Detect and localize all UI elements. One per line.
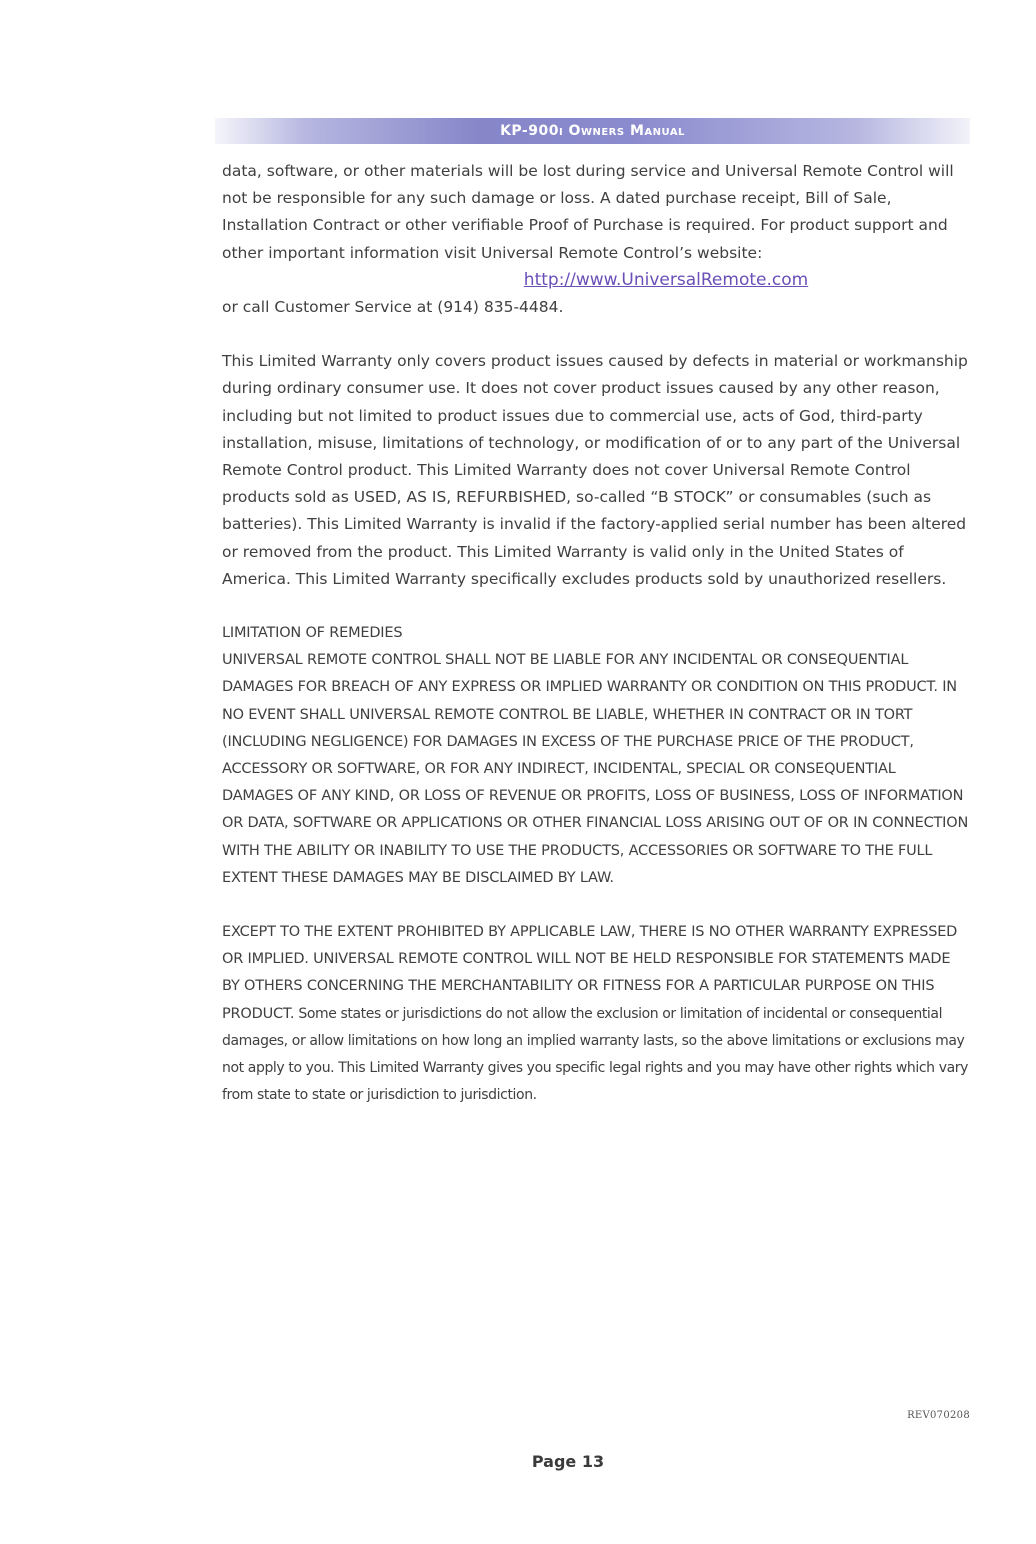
header-title: KP-900i Owners Manual (500, 123, 685, 139)
spacer (222, 321, 970, 348)
remedies-text: UNIVERSAL REMOTE CONTROL SHALL NOT BE LIABLE FOR ANY INCIDENTAL OR CONSEQUENTIAL DAMAGES FOR BREACH OF ANY EXPRESS OR IMPLIED WARRANTY OR CONDITION ON THIS PRODUCT. IN NO EVENT SHALL UNIVERSAL REMOTE CONTROL BE LIABLE, WHETHER IN CONTRACT OR IN TORT (INCLUDING NEGLIGENCE) FOR DAMAGES IN EXCESS OF THE PURCHASE PRICE OF THE PRODUCT, ACCESSORY OR SOFTWARE, OR FOR ANY INDIRECT, INCIDENTAL, SPECIAL OR CONSEQUENTIAL DAMAGES OF ANY KIND, OR LOSS OF REVENUE OR PROFITS, LOSS OF BUSINESS, LOSS OF INFORMATION OR DATA, SOFTWARE OR APPLICATIONS OR OTHER FINANCIAL LOSS ARISING OUT OF OR IN CONNECTION WITH THE ABILITY OR INABILITY TO USE THE PRODUCTS, ACCESSORIES OR SOFTWARE TO THE FULL EXTENT THESE DAMAGES MAY BE DISCLAIMED BY LAW. (222, 652, 969, 886)
spacer (222, 593, 970, 620)
page-number: Page 13 (531, 1452, 605, 1471)
paragraph-limited-warranty: This Limited Warranty only covers product issues caused by defects in material or workmanship during ordinary consumer use. It does not cover product issues caused by any other reason, including but not limited to product issues due to commercial use, acts of God, third-party installation, misuse, limitations of technology, or modification of or to any part of the Universal Remote Control product. This Limited Warranty does not cover Universal Remote Control products sold as USED, AS IS, REFURBISHED, so-called “B STOCK” or consumables (such as batteries). This Limited Warranty is invalid if the factory-applied serial number has been altered or removed from the product. This Limited Warranty is valid only in the United States of America. This Limited Warranty specifically excludes products sold by unauthorized resellers. (222, 352, 968, 588)
page-content (222, 158, 970, 1110)
website-link[interactable]: http://www.UniversalRemote.com (523, 269, 809, 290)
paragraph-customer-service: or call Customer Service at (914) 835-4484. (222, 298, 564, 317)
revision-code: REV070208 (907, 1410, 970, 1421)
exceptions-caps: EXCEPT TO THE EXTENT PROHIBITED BY APPLICABLE LAW, THERE IS NO OTHER WARRANTY EXPRESSED OR IMPLIED. UNIVERSAL REMOTE CONTROL WILL NOT BE HELD RESPONSIBLE FOR STATEMENTS MADE BY OTHERS CONCERNING THE MERCHANTABILITY OR FITNESS FOR A PARTICULAR PURPOSE ON THIS PRODUCT. (222, 924, 958, 1022)
paragraph-exceptions (222, 919, 970, 1109)
paragraph-support: data, software, or other materials will be lost during service and Universal Remote Control will not be responsible for any such damage or loss. A dated purchase receipt, Bill of Sale, Installation Contract or other verifiable Proof of Purchase is required. For product support and other important information visit Universal Remote Control’s website: (222, 162, 954, 262)
remedies-heading: LIMITATION OF REMEDIES (222, 625, 403, 642)
exceptions-text: Some states or jurisdictions do not allow the exclusion or limitation of incidental or consequential damages, or allow limitations on how long an implied warranty lasts, so the above limitations or exclusions may not apply to you. This Limited Warranty gives you specific legal rights and you may have other rights which vary from state to state or jurisdiction to jurisdiction. (222, 1005, 968, 1104)
spacer (222, 892, 970, 919)
website-link-line (222, 267, 970, 294)
header-bar (215, 118, 970, 144)
